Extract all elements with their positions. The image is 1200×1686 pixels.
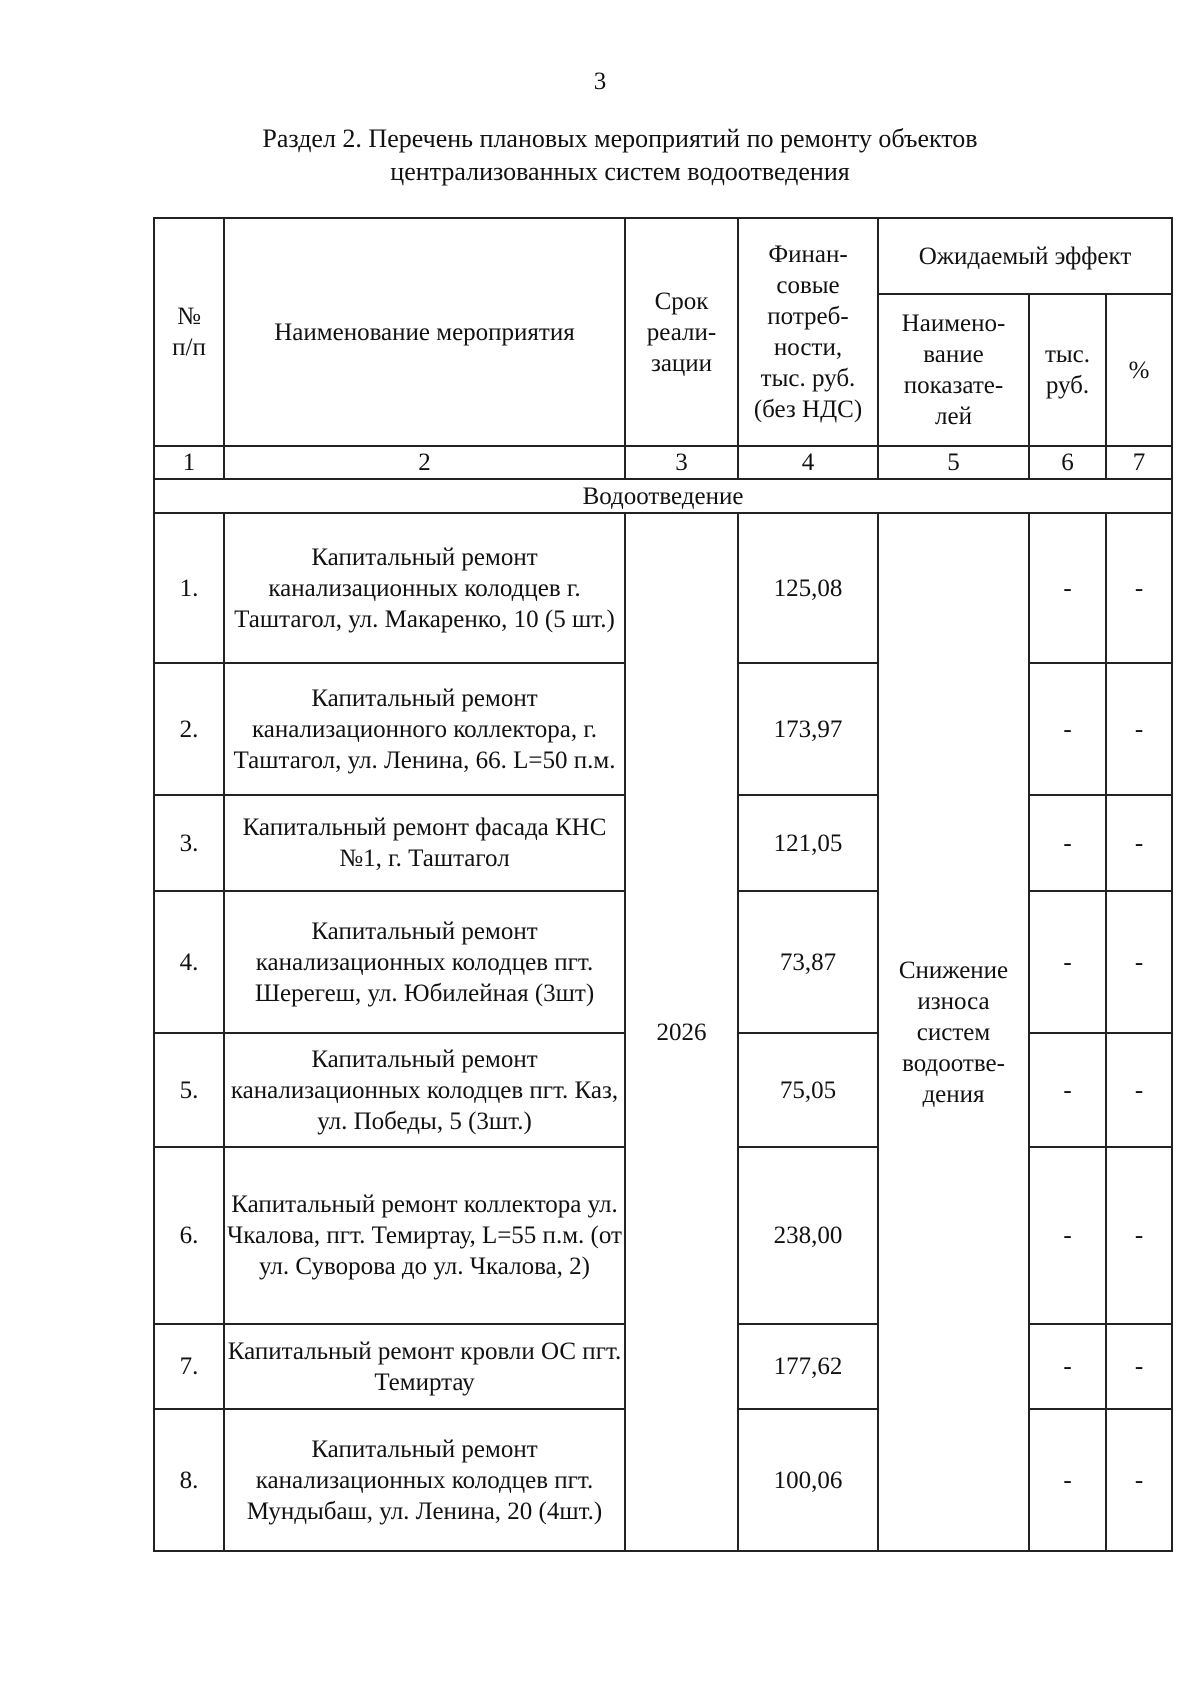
row-number: 4.: [154, 891, 224, 1033]
col-number-2: 2: [224, 446, 625, 479]
row-name: Капитальный ремонт канализационного коллектора, г. Таштагол, ул. Ленина, 66. L=50 п.м.: [224, 663, 625, 795]
row-cost: 75,05: [738, 1033, 878, 1147]
title-line-2: централизованных систем водоотведения: [390, 157, 850, 186]
header-cost: Финан- совые потреб- ности, тыс. руб. (без НДС): [738, 218, 878, 446]
section-row: Водоотведение: [154, 479, 1172, 513]
row-thousands: -: [1029, 1409, 1106, 1551]
row-percent: -: [1106, 1324, 1172, 1409]
header-thousands: тыс. руб.: [1029, 294, 1106, 446]
row-percent: -: [1106, 1147, 1172, 1324]
row-number: 2.: [154, 663, 224, 795]
row-thousands: -: [1029, 663, 1106, 795]
col-number-7: 7: [1106, 446, 1172, 479]
col-number-6: 6: [1029, 446, 1106, 479]
col-number-1: 1: [154, 446, 224, 479]
term-cell: 2026: [625, 513, 738, 1551]
row-percent: -: [1106, 513, 1172, 663]
row-cost: 73,87: [738, 891, 878, 1033]
row-name: Капитальный ремонт канализационных колодцев пгт. Мундыбаш, ул. Ленина, 20 (4шт.): [224, 1409, 625, 1551]
col-number-3: 3: [625, 446, 738, 479]
row-name: Капитальный ремонт кровли ОС пгт. Темиртау: [224, 1324, 625, 1409]
row-thousands: -: [1029, 1324, 1106, 1409]
row-number: 3.: [154, 795, 224, 891]
row-cost: 177,62: [738, 1324, 878, 1409]
row-cost: 125,08: [738, 513, 878, 663]
row-cost: 173,97: [738, 663, 878, 795]
row-number: 8.: [154, 1409, 224, 1551]
row-percent: -: [1106, 663, 1172, 795]
table-row: [154, 513, 1172, 663]
row-number: 7.: [154, 1324, 224, 1409]
row-thousands: -: [1029, 891, 1106, 1033]
row-name: Капитальный ремонт коллектора ул. Чкалова, пгт. Темиртау, L=55 п.м. (от ул. Суворова до ул. Чкалова, 2): [224, 1147, 625, 1324]
row-number: 6.: [154, 1147, 224, 1324]
header-name: Наименование мероприятия: [224, 218, 625, 446]
section-title: [170, 122, 1070, 188]
row-thousands: -: [1029, 1033, 1106, 1147]
row-name: Капитальный ремонт фасада КНС №1, г. Таштагол: [224, 795, 625, 891]
row-percent: -: [1106, 1409, 1172, 1551]
row-name: Капитальный ремонт канализационных колодцев г. Таштагол, ул. Макаренко, 10 (5 шт.): [224, 513, 625, 663]
title-line-1: Раздел 2. Перечень плановых мероприятий по ремонту объектов: [262, 124, 978, 153]
header-indicator: Наимено- вание показате- лей: [878, 294, 1029, 446]
row-name: Капитальный ремонт канализационных колодцев пгт. Каз, ул. Победы, 5 (3шт.): [224, 1033, 625, 1147]
row-percent: -: [1106, 795, 1172, 891]
header-term: Срок реали- зации: [625, 218, 738, 446]
row-thousands: -: [1029, 795, 1106, 891]
header-number: № п/п: [154, 218, 224, 446]
row-cost: 238,00: [738, 1147, 878, 1324]
header-percent: %: [1106, 294, 1172, 446]
col-number-4: 4: [738, 446, 878, 479]
row-percent: -: [1106, 891, 1172, 1033]
row-thousands: -: [1029, 1147, 1106, 1324]
row-number: 5.: [154, 1033, 224, 1147]
row-name: Капитальный ремонт канализационных колодцев пгт. Шерегеш, ул. Юбилейная (3шт): [224, 891, 625, 1033]
effect-name-cell: Снижение износа систем водоотве- дения: [878, 513, 1029, 1551]
row-percent: -: [1106, 1033, 1172, 1147]
page-number: 3: [593, 68, 607, 95]
header-effect: Ожидаемый эффект: [878, 218, 1172, 294]
row-cost: 121,05: [738, 795, 878, 891]
activities-table: [153, 217, 1173, 1552]
row-number: 1.: [154, 513, 224, 663]
col-number-5: 5: [878, 446, 1029, 479]
row-thousands: -: [1029, 513, 1106, 663]
row-cost: 100,06: [738, 1409, 878, 1551]
